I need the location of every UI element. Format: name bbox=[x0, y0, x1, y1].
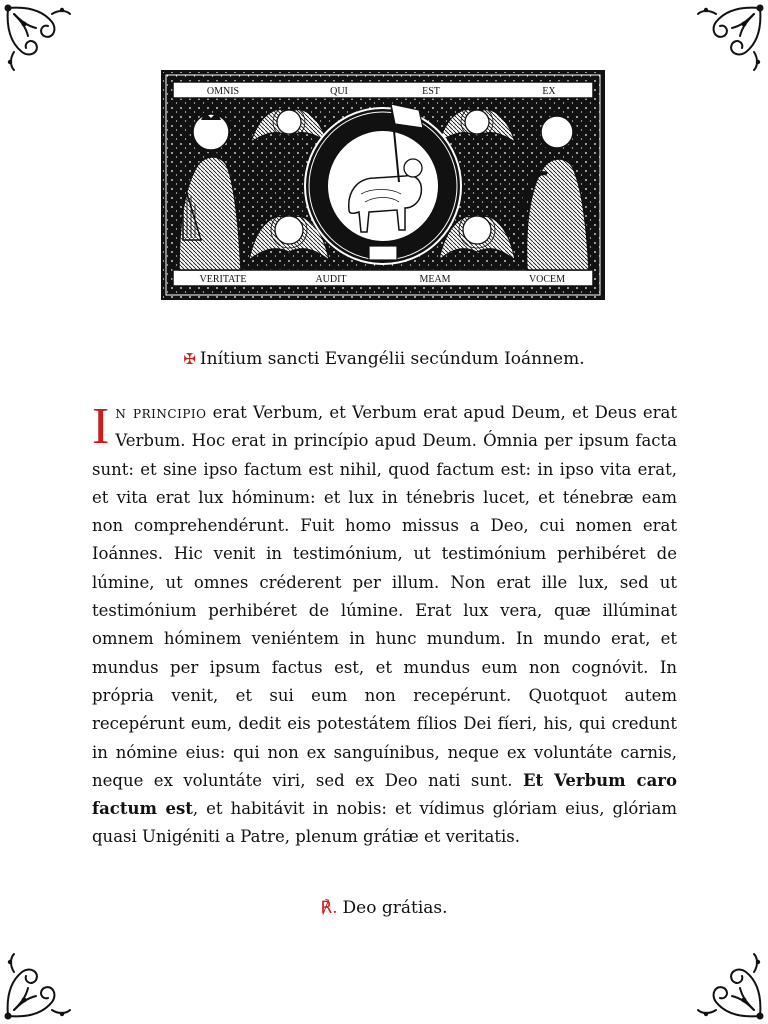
corner-ornament-bottom-left bbox=[0, 948, 76, 1024]
gospel-body-part1: erat Verbum, et Verbum erat apud Deum, et Deus erat Verbum. Hoc erat in princípio apud Deum. Ómnia per ipsum facta sunt: et sine ipso factum est nihil, quod factum est: in ipso vita erat, et vita erat lux hóminum: et lux in ténebris lucet, et ténebræ eam non comprehendérunt. Fuit homo missus a Deo, cui nomen erat Ioánnes. Hic venit in testimónium, ut testimónium perhibéret de lúmine, ut omnes créderent per illum. Non erat ille lux, sed ut testimónium perhibéret de lúmine. Erat lux vera, quæ illúminat omnem hóminem veniéntem in hunc mundum. In mundo erat, et mundus per ipsum factus est, et mundus eum non cognóvit. In própria venit, et sui eum non recepérunt. Quotquot autem recepérunt eum, dedit eis potestátem fílios Dei fíeri, his, qui credunt in nómine eius: qui non ex sanguínibus, neque ex voluntáte carnis, neque ex voluntáte viri, sed ex Deo nati sunt. bbox=[92, 403, 677, 790]
engraving-illustration bbox=[161, 70, 605, 300]
agnus-dei-engraving bbox=[161, 70, 605, 300]
response-symbol: ℟. bbox=[320, 898, 338, 918]
red-cross-icon: ✠ bbox=[183, 350, 196, 368]
flourish-icon bbox=[692, 0, 768, 76]
response-text: Deo grátias. bbox=[342, 898, 448, 918]
heading-text: Inítium sancti Evangélii secúndum Ioánnem. bbox=[199, 349, 585, 369]
corner-ornament-top-left bbox=[0, 0, 76, 76]
banner-bottom-word: MEAM bbox=[419, 274, 451, 285]
flourish-icon bbox=[0, 948, 76, 1024]
banner-bottom-word: AUDIT bbox=[315, 274, 347, 285]
corner-ornament-top-right bbox=[692, 0, 768, 76]
drop-cap: I bbox=[92, 398, 110, 455]
gospel-heading bbox=[0, 346, 768, 372]
gospel-bold-phrase: Et Verbum caro factum est bbox=[92, 770, 677, 819]
banner-top-word: EST bbox=[422, 86, 440, 97]
gospel-text bbox=[92, 399, 677, 852]
response-line bbox=[0, 895, 768, 921]
banner-top-word: QUI bbox=[330, 86, 348, 97]
banner-top-word: OMNIS bbox=[206, 86, 240, 97]
banner-bottom-word: VOCEM bbox=[528, 274, 566, 285]
corner-ornament-bottom-right bbox=[692, 948, 768, 1024]
opening-smallcaps: n principio bbox=[115, 403, 207, 422]
flourish-icon bbox=[692, 948, 768, 1024]
flourish-icon bbox=[0, 0, 76, 76]
banner-top-word: EX bbox=[542, 86, 556, 97]
gospel-body-part2: , et habitávit in nobis: et vídimus glóriam eius, glóriam quasi Unigéniti a Patre, plenum grátiæ et veritatis. bbox=[92, 799, 677, 847]
banner-bottom-word: VERITATE bbox=[199, 274, 247, 285]
